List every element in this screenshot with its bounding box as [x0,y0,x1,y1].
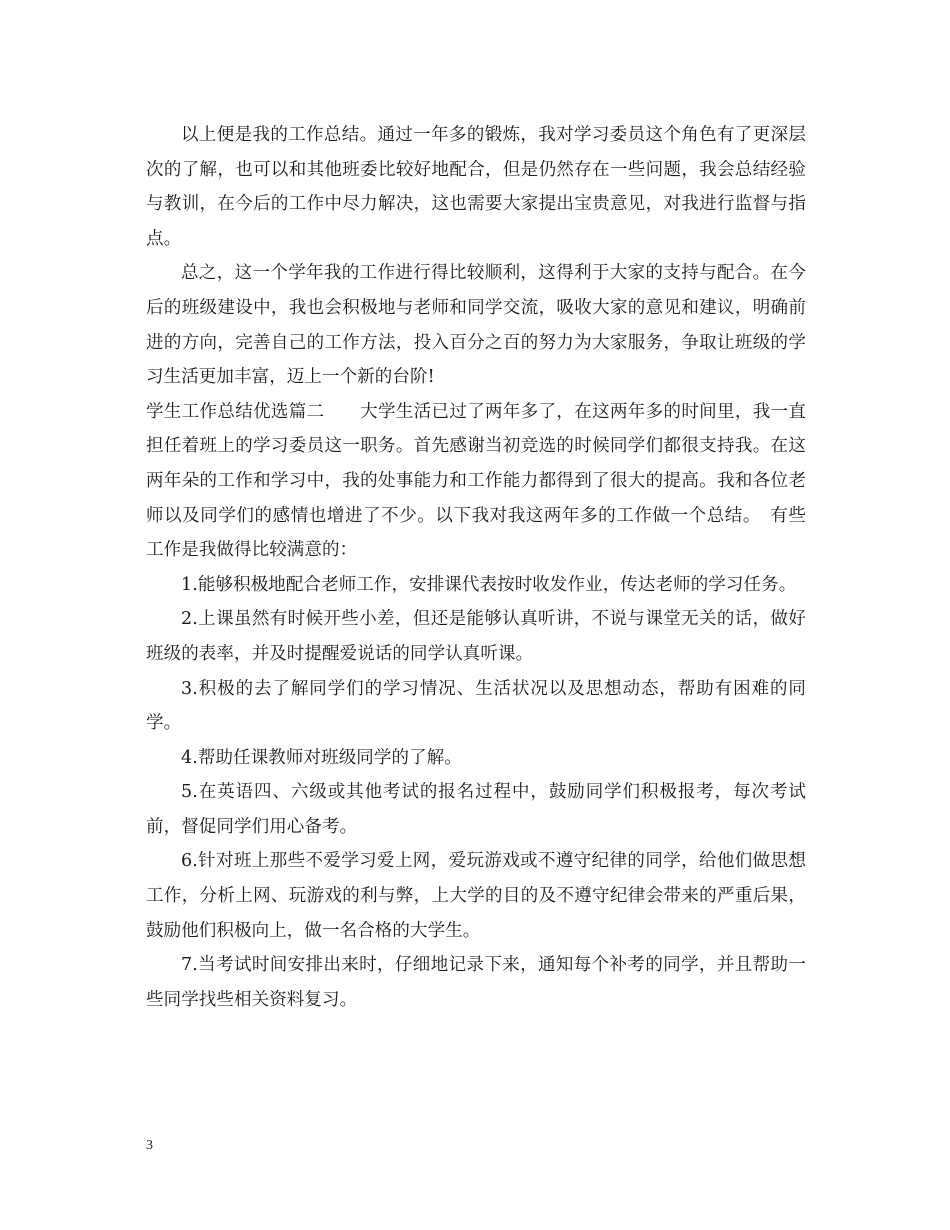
list-item-1: 1.能够积极地配合老师工作，安排课代表按时收发作业，传达老师的学习任务。 [181,574,797,595]
list-item-2: 2.上课虽然有时候开些小差，但还是能够认真听讲，不说与课堂无关的话，做好班级的表率，并及时提醒爱说话的同学认真听课。 [146,609,806,664]
list-item-4: 4.帮助任课教师对班级同学的了解。 [181,747,462,768]
list-item-6: 6.针对班上那些不爱学习爱上网，爱玩游戏或不遵守纪律的同学，给他们做思想工作，分析上网、玩游戏的利与弊，上大学的目的及不遵守纪律会带来的严重后果，鼓励他们积极向上，做一名合格的大学生。 [146,851,806,941]
page-number: 3 [146,1138,153,1153]
paragraph-summary-conclusion: 以上便是我的工作总结。通过一年多的锻炼，我对学习委员这个角色有了更深层次的了解，也可以和其他班委比较好地配合，但是仍然存在一些问题，我会总结经验与教训，在今后的工作中尽力解决，这也需要大家提出宝贵意见，对我进行监督与指点。 [146,125,806,249]
paragraph-overall: 总之，这一个学年我的工作进行得比较顺利，这得利于大家的支持与配合。在今后的班级建设中，我也会积极地与老师和同学交流，吸收大家的意见和建议，明确前进的方向，完善自己的工作方法，投入百分之百的努力为大家服务，争取让班级的学习生活更加丰富，迈上一个新的台阶! [146,263,806,388]
list-item-5: 5.在英语四、六级或其他考试的报名过程中，鼓励同学们积极报考，每次考试前，督促同学们用心备考。 [146,782,806,837]
list-item-3: 3.积极的去了解同学们的学习情况、生活状况以及思想动态，帮助有困难的同学。 [146,678,806,734]
list-item-7: 7.当考试时间安排出来时，仔细地记录下来，通知每个补考的同学，并且帮助一些同学找些相关资料复习。 [146,955,806,1010]
body-text [146,118,806,1017]
paragraph-section-two-intro: 学生工作总结优选篇二 大学生活已过了两年多了，在这两年多的时间里，我一直担任着班上的学习委员这一职务。首先感谢当初竞选的时候同学们都很支持我。在这两年朵的工作和学习中，我的处事能力和工作能力都得到了很大的提高。我和各位老师以及同学们的感情也增进了不少。以下我对我这两年多的工作做一个总结。 有些工作是我做得比较满意的： [146,401,806,561]
